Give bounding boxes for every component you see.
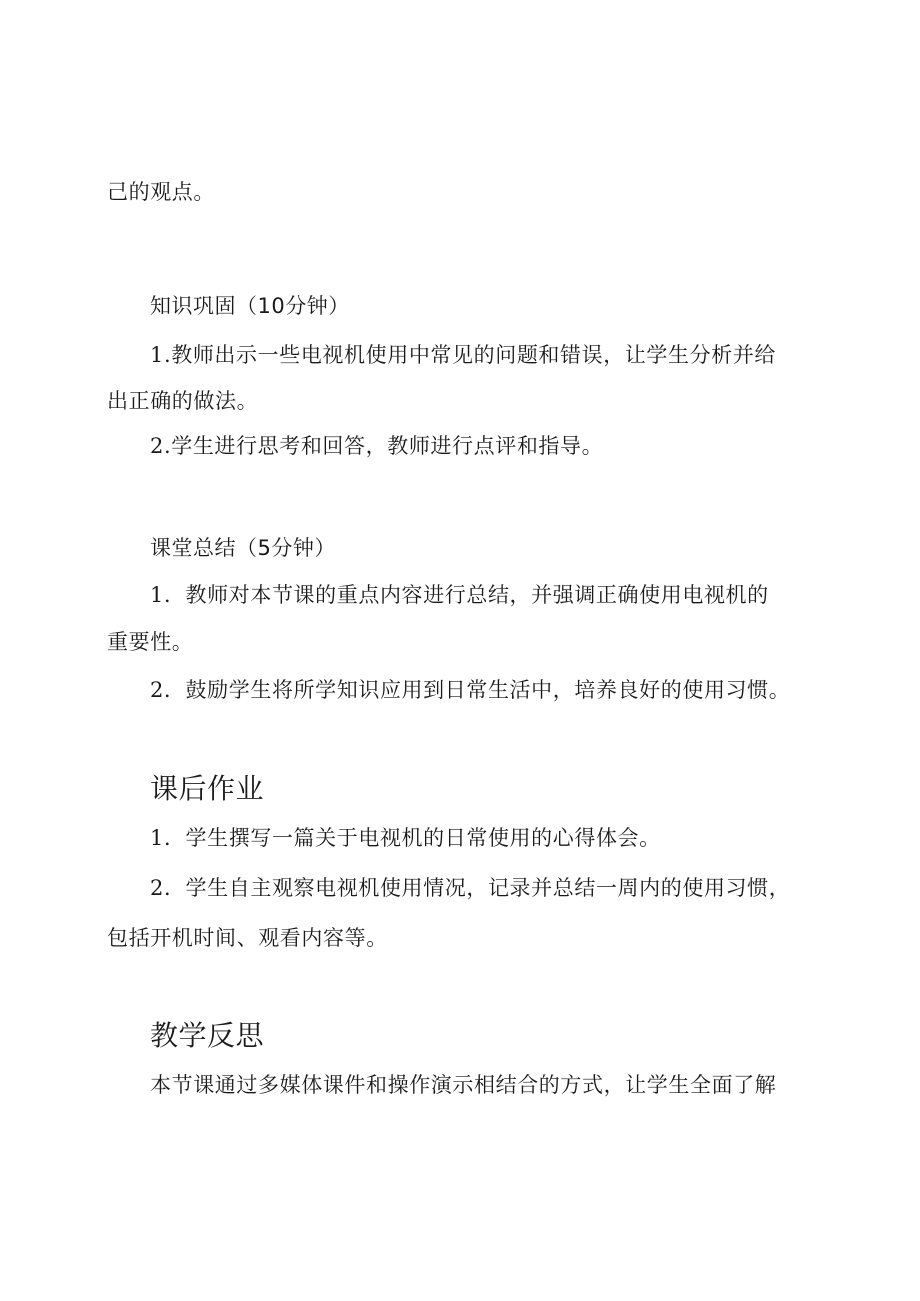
homework-item-2-line-2: 包括开机时间、观看内容等。 (107, 926, 388, 950)
intro-tail-text: 己的观点。 (107, 180, 215, 204)
summary-item-1-line-1: 1．教师对本节课的重点内容进行总结，并强调正确使用电视机的 (150, 583, 769, 607)
homework-item-2-line-1: 2．学生自主观察电视机使用情况，记录并总结一周内的使用习惯， (150, 876, 791, 900)
summary-item-2: 2．鼓励学生将所学知识应用到日常生活中，培养良好的使用习惯。 (150, 678, 791, 702)
knowledge-item-1-line-2: 出正确的做法。 (107, 389, 259, 413)
knowledge-item-2: 2.学生进行思考和回答，教师进行点评和指导。 (150, 434, 604, 458)
reflection-heading: 教学反思 (150, 1019, 265, 1052)
reflection-line-1: 本节课通过多媒体课件和操作演示相结合的方式，让学生全面了解 (150, 1073, 777, 1097)
knowledge-heading: 知识巩固（10分钟） (150, 294, 350, 318)
summary-item-1-line-2: 重要性。 (107, 630, 194, 654)
homework-heading: 课后作业 (150, 772, 265, 805)
knowledge-item-1-line-1: 1.教师出示一些电视机使用中常见的问题和错误，让学生分析并给 (150, 343, 777, 367)
summary-heading: 课堂总结（5分钟） (150, 536, 336, 560)
homework-item-1: 1．学生撰写一篇关于电视机的日常使用的心得体会。 (150, 826, 661, 850)
